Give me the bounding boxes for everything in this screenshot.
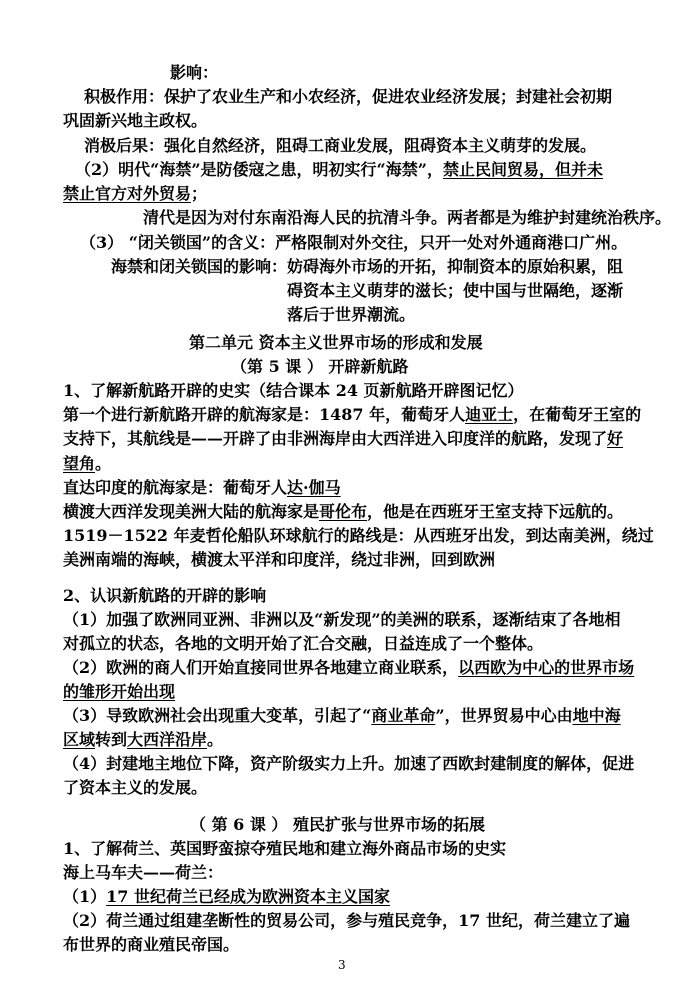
lesson-5-title: （第 5 课 ） 开辟新航路 — [231, 357, 409, 376]
columbus-name: 哥伦布 — [319, 502, 368, 521]
dias-text: 第一个进行新航路开辟的航海家是：1487 年，葡萄牙人 — [63, 405, 466, 424]
netherlands-capitalist-underline: 17 世纪荷兰已经成为欧洲资本主义国家 — [106, 887, 390, 906]
dias-text-end: ，在葡萄牙王室的 — [513, 405, 642, 424]
impact-1-line-2: 对孤立的状态，各地的文明开始了汇合交融，日益连成了一个整体。 — [63, 634, 544, 653]
positive-effect-line-1: 积极作用：保护了农业生产和小农经济，促进农业经济发展；封建社会初期 — [84, 87, 613, 106]
ming-haijin-underline-1: 禁止民间贸易，但并未 — [442, 160, 603, 179]
lesson-6-title: （ 第 6 课 ） 殖民扩张与世界市场的拓展 — [190, 815, 485, 834]
unit-2-title: 第二单元 资本主义世界市场的形成和发展 — [189, 333, 483, 352]
mediterranean-underline: 地中海 — [572, 706, 621, 725]
gama-line — [63, 478, 341, 498]
gama-name: 达·伽马 — [287, 478, 341, 497]
magellan-line-2: 美洲南端的海峡，横渡太平洋和印度洋，绕过非洲，回到欧洲 — [63, 550, 496, 569]
ming-haijin-end: ； — [191, 184, 208, 203]
ming-haijin-line-1 — [75, 160, 603, 180]
impact-3-text-3: 转到 — [95, 730, 128, 749]
qing-reason-line: 清代是因为对付东南沿海人民的抗清斗争。两者都是为维护封建统治秩序。 — [143, 208, 672, 227]
impact-3-end: 。 — [207, 730, 224, 749]
dias-line-2 — [63, 429, 623, 449]
world-market-underline-1: 以西欧为中心的世界市场 — [458, 658, 635, 677]
atlantic-coast-underline: 大西洋沿岸 — [127, 730, 208, 749]
dias-line-3-end: 。 — [95, 454, 112, 473]
gama-text: 直达印度的航海家是：葡萄牙人 — [63, 478, 288, 497]
lesson-6-heading-1: 1、了解荷兰、英国野蛮掠夺殖民地和建立海外商品市场的史实 — [63, 839, 507, 858]
region-underline: 区域 — [63, 730, 96, 749]
good-hope-part-2: 望角 — [63, 454, 96, 473]
netherlands-point-2-line-1: （2）荷兰通过组建垄断性的贸易公司，参与殖民竞争，17 世纪，荷兰建立了遍 — [63, 911, 630, 930]
closed-door-impact-line-1: 海禁和闭关锁国的影响：妨碍海外市场的开拓，抑制资本的原始积累，阻 — [111, 257, 624, 276]
lesson-5-heading-2: 2、认识新航路的开辟的影响 — [63, 586, 267, 605]
ming-haijin-underline-2: 禁止官方对外贸易 — [63, 184, 192, 203]
commercial-revolution: 商业革命 — [371, 706, 436, 725]
ming-haijin-text: （2）明代“海禁”是防倭寇之患，明初实行“海禁”， — [75, 160, 443, 179]
closed-door-meaning-line: （3） “闭关锁国”的含义：严格限制对外交往，只开一处对外通商港口广州。 — [80, 233, 628, 252]
impact-4-line-1: （4）封建地主地位下降，资产阶级实力上升。加速了西欧封建制度的解体，促进 — [63, 754, 635, 773]
impact-3-line-2 — [63, 730, 223, 750]
impact-label: 影响： — [170, 63, 219, 82]
dias-name: 迪亚士 — [465, 405, 514, 424]
closed-door-impact-line-3: 落后于世界潮流。 — [287, 305, 416, 324]
world-market-underline-2: 的雏形开始出现 — [63, 682, 176, 701]
columbus-text-end: ，他是在西班牙王室支持下远航的。 — [367, 502, 624, 521]
impact-3-text: （3）导致欧洲社会出现重大变革，引起了“ — [63, 706, 372, 725]
good-hope-part-1: 好 — [607, 429, 624, 448]
columbus-text: 横渡大西洋发现美洲大陆的航海家是 — [63, 502, 320, 521]
impact-2-line-1 — [63, 658, 634, 678]
columbus-line — [63, 502, 623, 522]
netherlands-point-1 — [63, 887, 390, 907]
netherlands-point-1-number: （1） — [63, 887, 107, 906]
impact-3-line-1 — [63, 706, 621, 726]
impact-2-text: （2）欧洲的商人们开始直接同世界各地建立商业联系， — [63, 658, 459, 677]
negative-effect-line: 消极后果：强化自然经济，阻碍工商业发展，阻碍资本主义萌芽的发展。 — [84, 136, 597, 155]
dias-line-3 — [63, 454, 111, 474]
positive-effect-line-2: 巩固新兴地主政权。 — [63, 111, 208, 130]
magellan-line-1: 1519－1522 年麦哲伦船队环球航行的路线是：从西班牙出发，到达南美洲，绕过 — [63, 526, 654, 545]
page-number: 3 — [338, 958, 346, 972]
impact-4-line-2: 了资本主义的发展。 — [63, 778, 208, 797]
impact-2-line-2 — [63, 682, 175, 702]
dias-route-text: 支持下，其航线是——开辟了由非洲海岸由大西洋进入印度洋的航路，发现了 — [63, 429, 608, 448]
impact-1-line-1: （1）加强了欧洲同亚洲、非洲以及“新发现”的美洲的联系，逐渐结束了各地相 — [63, 610, 621, 629]
closed-door-impact-line-2: 碍资本主义萌芽的滋长；使中国与世隔绝，逐渐 — [287, 281, 624, 300]
impact-3-text-2: ”，世界贸易中心由 — [435, 706, 573, 725]
ming-haijin-line-2 — [63, 184, 207, 204]
dias-line-1 — [63, 405, 641, 425]
lesson-5-heading-1: 1、了解新航路开辟的史实（结合课本 24 页新航路开辟图记忆） — [63, 381, 524, 400]
netherlands-point-2-line-2: 布世界的商业殖民帝国。 — [63, 935, 240, 954]
sea-coachman-line: 海上马车夫——荷兰： — [63, 863, 224, 882]
